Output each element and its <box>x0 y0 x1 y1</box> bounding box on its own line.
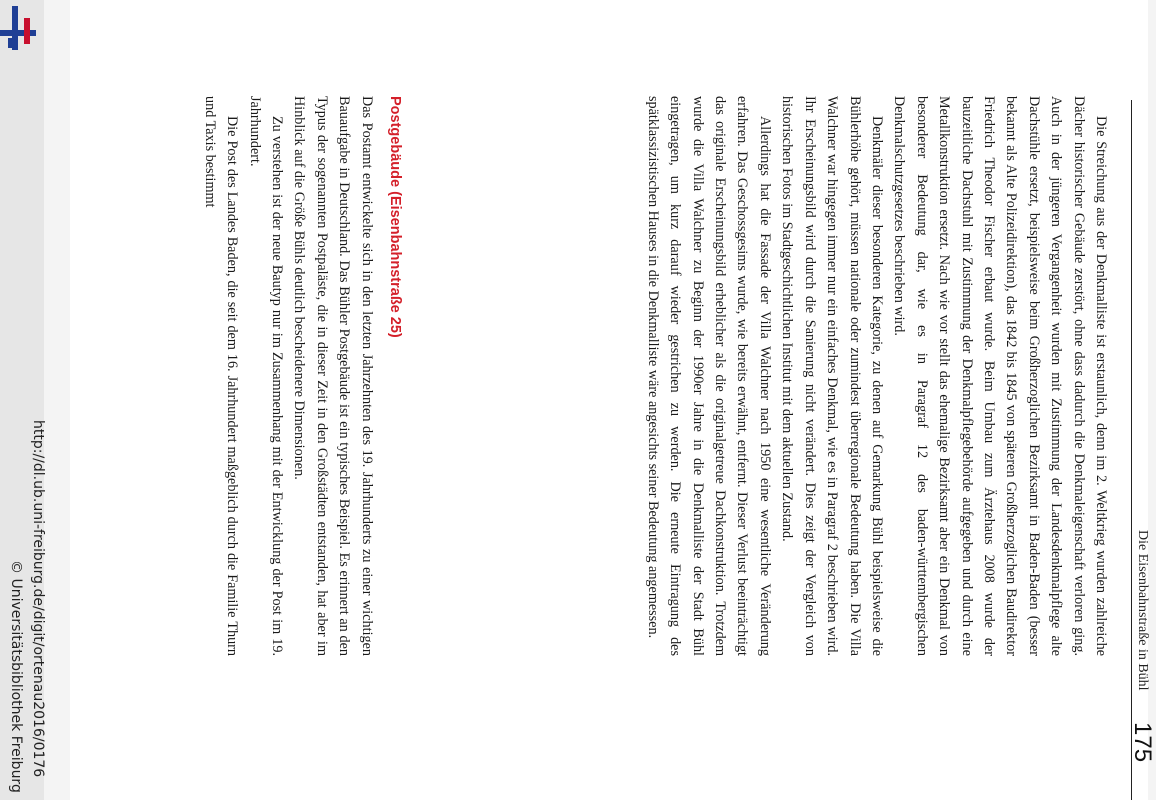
copyright-notice: © Universitätsbibliothek Freiburg <box>8 560 24 793</box>
paragraph: Allerdings hat die Fassade der Villa Walchner nach 1950 eine wesentliche Veränderung erfahren. Das Geschossgesims wurde, wie bereits erwähnt, entfernt. Dieser Verlust beeinträchtigt das originale Erscheinungsbild erheblicher als die originalgetreue Dachkonstruktion. Trotzdem wurde die Villa Walchner zu Beginn der 1990er Jahre in die Denkmalliste der Stadt Bühl eingetragen, um kurz darauf wieder gestrichen zu werden. Die erneute Eintragung des spätklassizistischen Hauses in die Denkmalliste wäre angesichts seiner Bedeutung angemessen. <box>644 96 773 656</box>
source-url: http://dl.ub.uni-freiburg.de/digit/ortenau2016/0176 <box>30 420 46 778</box>
viewer-left-margin <box>0 0 44 800</box>
paragraph: Das Postamt entwickelte sich in den letzten Jahrzehnten des 19. Jahrhunderts zu einer wichtigen Bauaufgabe in Deutschland. Das Bühler Postgebäude ist ein typisches Beispiel. Es erinnert an den Typus der sogenannten Postpaläste, die in dieser Zeit in den Großstädten entstanden, hat aber im Hinblick auf die Größe Bühls deutlich bescheidenere Dimensionen. <box>291 96 375 656</box>
text-column-2 <box>198 96 406 656</box>
header-rule <box>1131 100 1132 800</box>
running-head: Die Eisenbahnstraße in Bühl <box>1135 530 1150 691</box>
library-logo-icon <box>0 0 44 60</box>
paragraph: Die Streichung aus der Denkmalliste ist erstaunlich, denn im 2. Weltkrieg wurden zahlreiche Dächer historischer Gebäude zerstört, ohne dass dadurch die Denkmaleigenschaft verloren ging. Auch in der jüngeren Vergangenheit wurden mit Zustimmung der Landesdenkmalpflege alte Dachstühle ersetzt, beispielsweise beim Großherzoglichen Bezirksamt in Baden-Baden (besser bekannt als Alte Polizeidirektion), das 1842 bis 1845 von späteren Großherzoglichen Baudirektor Friedrich Theodor Fischer erbaut wurde. Beim Umbau zum Ärztehaus 2008 wurde der bauzeitliche Dachstuhl mit Zustimmung der Denkmalpflegebehörde aufgegeben und durch eine Metallkonstruktion ersetzt. Nach wie vor stellt das ehemalige Bezirksamt aber ein Denkmal von besonderer Bedeutung dar, wie es in Paragraf 12 des baden-württembergischen Denkmalschutzgesetzes beschrieben wird. <box>891 96 1109 656</box>
rotated-page-content <box>70 0 1156 800</box>
paragraph: Zu verstehen ist der neue Bautyp nur im Zusammenhang mit der Entwicklung der Post im 19. Jahrhundert. <box>246 96 285 656</box>
text-column-1 <box>641 96 1112 656</box>
paragraph: Denkmäler dieser besonderen Kategorie, zu denen auf Gemarkung Bühl beispielsweise die Bühlerhöhe gehört, müssen nationale oder zumindest überregionale Bedeutung haben. Die Villa Walchner war hingegen immer nur ein einfaches Denkmal, wie es in Paragraf 2 beschrieben wird. Ihr Erscheinungsbild wird durch die Sanierung nicht verändert. Dies zeigt der Vergleich von historischen Fotos im Stadtgeschichtlichen Institut mit dem aktuellen Zustand. <box>779 96 885 656</box>
section-heading: Postgebäude (Eisenbahnstraße 25) <box>387 96 403 338</box>
scanned-page <box>70 0 1156 800</box>
paragraph: Die Post des Landes Baden, die seit dem 16. Jahrhundert maßgeblich durch die Familie Thurn und Taxis bestimmt <box>201 96 241 656</box>
page-number: 175 <box>1129 722 1156 763</box>
